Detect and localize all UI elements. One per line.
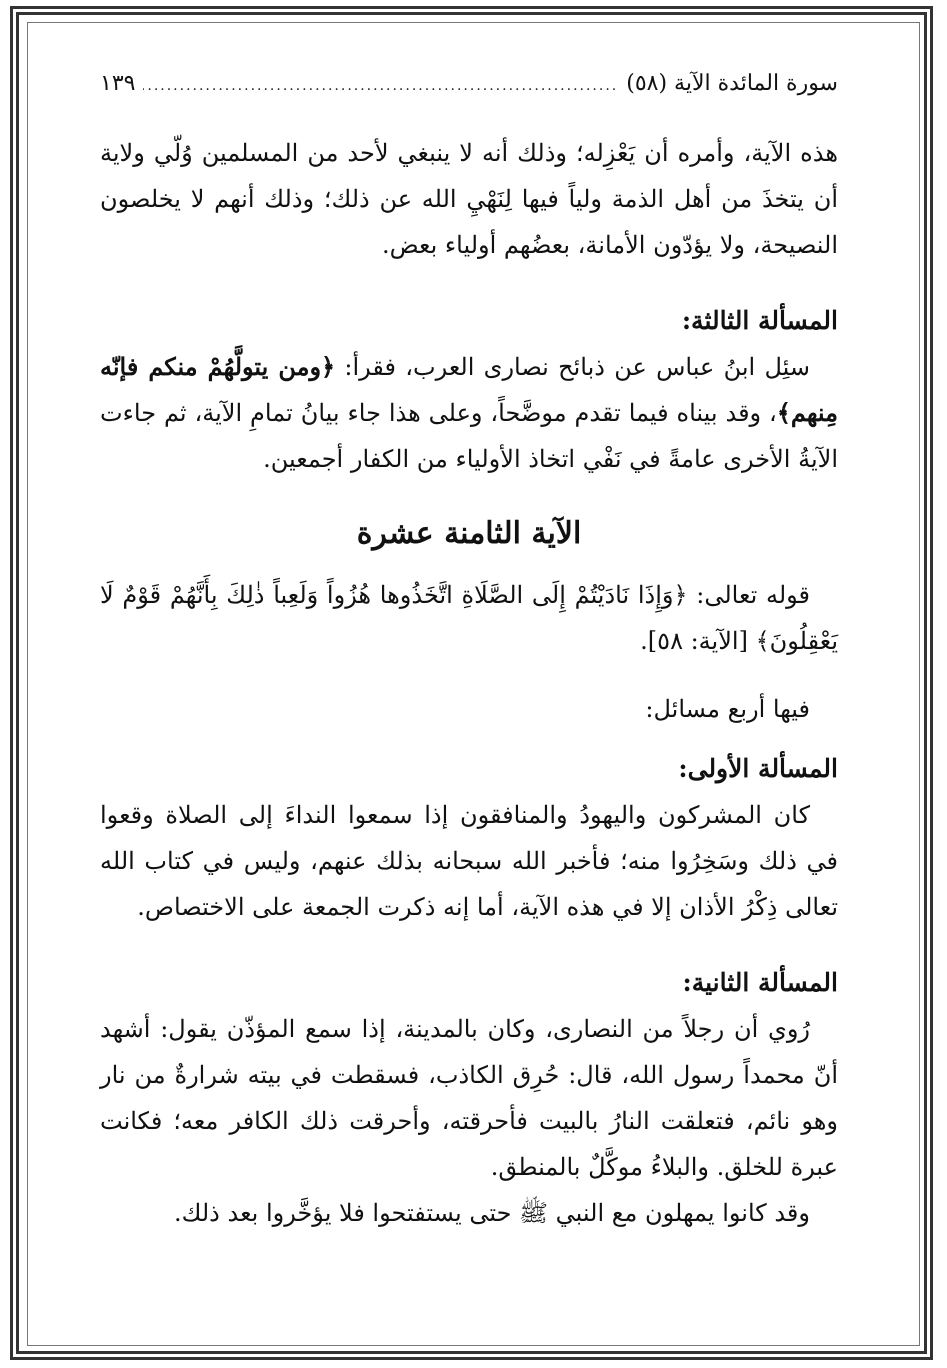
spacer <box>100 732 838 746</box>
ayah-quote-paragraph <box>100 572 838 664</box>
spacer <box>100 482 838 504</box>
masala-1-heading: المسألة الأولى: <box>678 754 838 783</box>
spacer <box>100 664 838 686</box>
leader-dots <box>143 62 618 110</box>
masala-3-text-after: ، وقد بيناه فيما تقدم موضَّحاً، وعلى هذا جاء بيانُ تمامِ الآية، ثم جاءت الآيةُ الأخرى عامةً في نَفْي اتخاذ الأولياء من الكفار أجمعين. <box>100 399 838 473</box>
masala-2-paragraph: رُوي أن رجلاً من النصارى، وكان بالمدينة، إذا سمع المؤذّن يقول: أشهد أنّ محمداً رسول الله، قال: حُرِق الكاذب، فسقطت في بيته شرارةٌ من نار وهو نائم، فتعلقت النارُ بالبيت فأحرقته، وأحرقت ذلك الكافر معه؛ فكانت عبرة للخلق. والبلاءُ موكَّلٌ بالمنطق. <box>100 1015 838 1181</box>
masala-3-heading: المسألة الثالثة: <box>681 306 838 335</box>
masala-3-paragraph <box>100 344 838 482</box>
surah-title: سورة المائدة الآية (٥٨) <box>626 71 838 96</box>
spacer <box>100 268 838 298</box>
page-number: ١٣٩ <box>100 71 136 96</box>
intro-paragraph: هذه الآية، وأمره أن يَعْزِله؛ وذلك أنه لا ينبغي لأحد من المسلمين وُلّي ولاية أن يتخذَ من أهل الذمة ولياً فيها لِنَهْيِ الله عن ذلك؛ وذلك أنهم لا يخلصون النصيحة، ولا يؤدّون الأمانة، بعضُهم أولياء بعض. <box>100 139 838 259</box>
masala-1-paragraph: كان المشركون واليهودُ والمنافقون إذا سمعوا النداءَ إلى الصلاة وقعوا في ذلك وسَخِرُوا منه؛ فأخبر الله سبحانه بذلك عنهم، وليس في كتاب الله تعالى ذِكْرُ الأذان إلا في هذه الآية، أما إنه ذكرت الجمعة على الاختصاص. <box>100 801 838 921</box>
masala-2-closing: وقد كانوا يمهلون مع النبي ﷺ حتى يستفتحوا فلا يؤخَّروا بعد ذلك. <box>173 1199 810 1227</box>
masala-3-quote: ﴿ومن يتولَّهُمْ منكم فإنّه مِنهم﴾ <box>100 352 839 427</box>
ayah-lead: قوله تعالى: <box>687 581 811 609</box>
spacer <box>100 108 838 130</box>
ayah-verse: ﴿وَإِذَا نَادَيْتُمْ إِلَى الصَّلَاةِ اتَّخَذُوها هُزُواً وَلَعِباً ذٰلِكَ بِأَنَّهُمْ قَوْمٌ لَا يَعْقِلُونَ﴾ <box>100 581 838 655</box>
running-header <box>100 60 838 108</box>
book-page <box>100 60 838 1236</box>
ayah-heading: الآية الثامنة عشرة <box>356 516 582 551</box>
spacer <box>100 564 838 572</box>
masala-3-text-before: سئِل ابنُ عباس عن ذبائح نصارى العرب، فقرأ: <box>335 353 810 381</box>
spacer <box>100 930 838 960</box>
masala-2-heading: المسألة الثانية: <box>682 968 838 997</box>
ayah-reference: [الآية: ٥٨]. <box>640 627 756 655</box>
four-issues-line: فيها أربع مسائل: <box>645 695 810 723</box>
